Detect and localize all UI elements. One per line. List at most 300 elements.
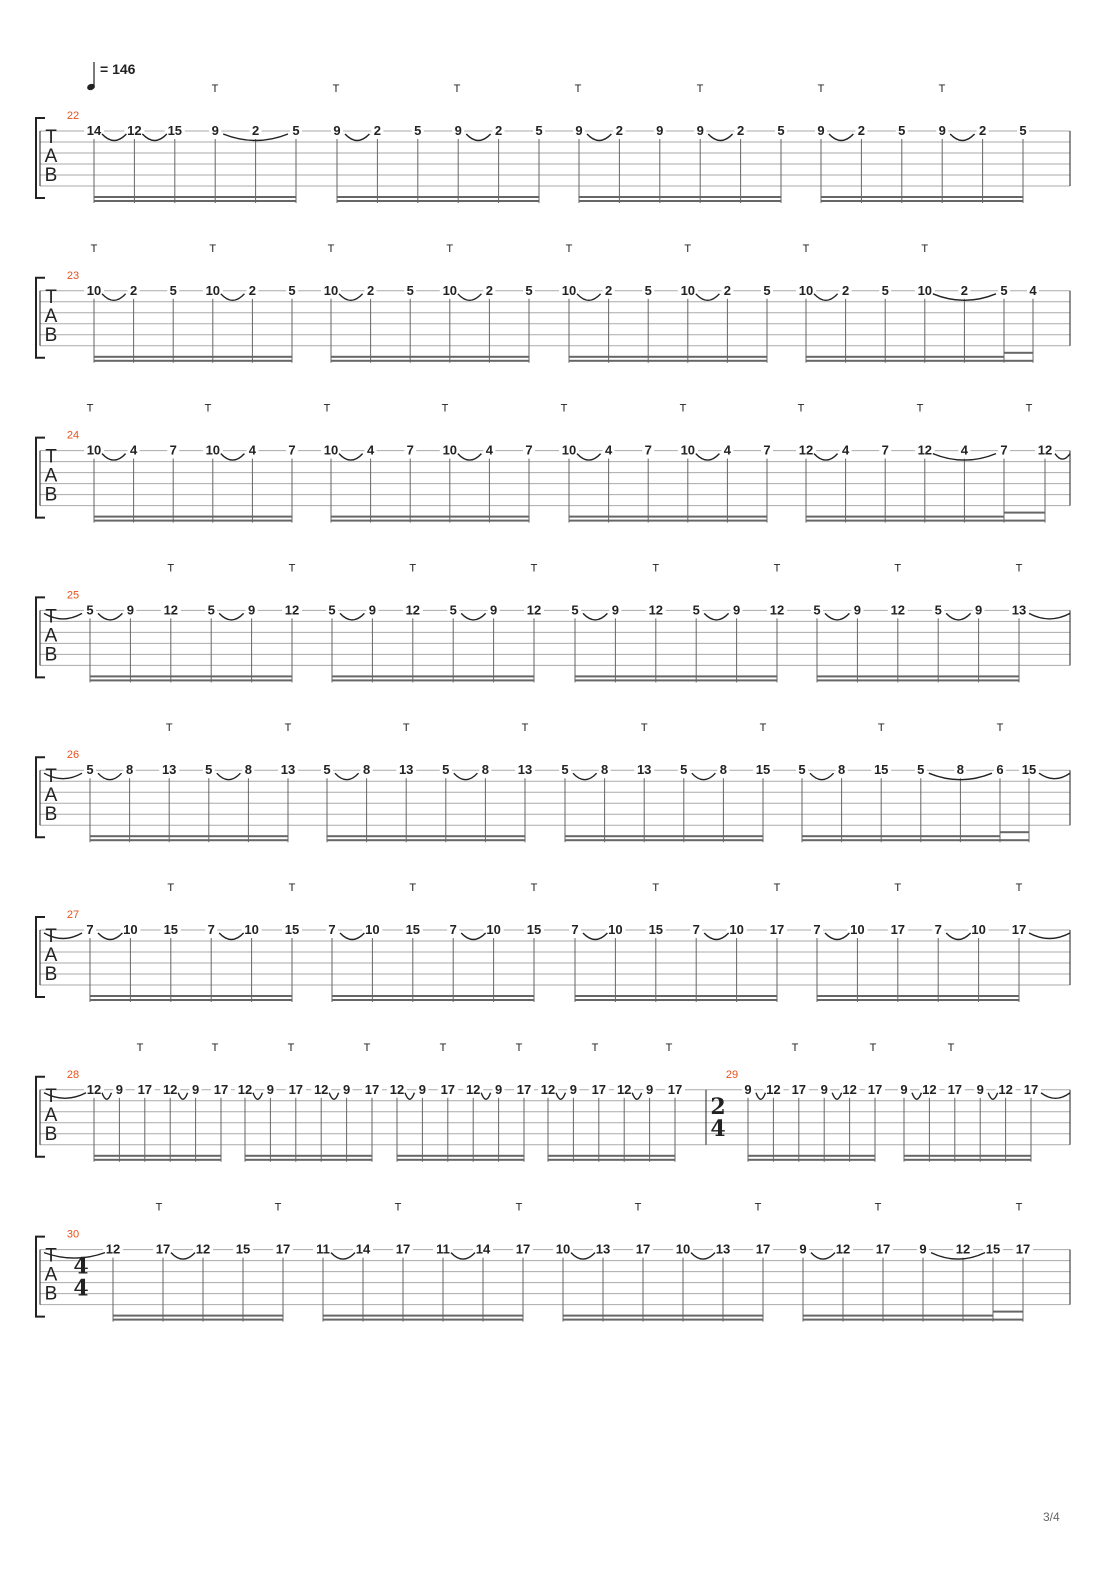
fret-number: 17 <box>1011 922 1027 937</box>
fret-number: 17 <box>947 1081 963 1097</box>
beam-secondary <box>94 1155 221 1157</box>
tap-marker: T <box>284 722 292 735</box>
fret-number: 17 <box>890 922 906 937</box>
beam-primary <box>569 360 767 362</box>
tab-clef-letter: B <box>44 1283 58 1305</box>
tie-arc <box>102 454 126 461</box>
fret-number: 12 <box>105 1241 121 1257</box>
fret-number: 7 <box>813 922 821 937</box>
beam-primary <box>327 839 525 841</box>
fret-number: 9 <box>569 1081 578 1097</box>
fret-number: 10 <box>86 442 102 458</box>
beam-primary <box>94 200 296 202</box>
tie-arc <box>814 454 838 461</box>
measure-number: 23 <box>66 269 80 282</box>
fret-number: 12 <box>890 602 906 618</box>
beam-primary <box>821 200 1023 202</box>
tap-marker: T <box>155 1201 163 1214</box>
fret-number: 12 <box>163 602 179 618</box>
tap-marker: T <box>1015 882 1023 894</box>
fret-number: 17 <box>364 1081 380 1097</box>
fret-number: 2 <box>373 123 382 138</box>
fret-number: 4 <box>366 442 375 458</box>
tap-marker: T <box>530 562 538 575</box>
tab-clef-letter: B <box>44 484 58 506</box>
fret-number: 2 <box>978 123 987 138</box>
beam-primary <box>337 200 539 202</box>
tie-arc <box>810 773 834 780</box>
fret-number: 5 <box>414 123 422 138</box>
fret-number: 15 <box>163 922 179 937</box>
tab-system <box>36 1042 1070 1162</box>
tap-marker: T <box>696 83 704 95</box>
fret-number: 5 <box>205 762 213 778</box>
fret-number: 2 <box>251 123 260 138</box>
tap-marker: T <box>327 242 335 255</box>
fret-number: 7 <box>571 922 579 937</box>
beam-secondary <box>548 1155 675 1157</box>
beam-secondary <box>327 835 525 837</box>
tab-clef-letter: B <box>44 165 58 186</box>
beam-primary <box>94 1159 221 1161</box>
beam-primary <box>332 999 534 1001</box>
fret-number: 10 <box>442 442 458 458</box>
tap-marker: T <box>211 83 219 95</box>
tab-clef-letter: B <box>44 1123 58 1145</box>
tap-marker: T <box>684 242 692 255</box>
fret-number: 2 <box>841 282 850 298</box>
tie-arc <box>692 773 716 780</box>
fret-number: 10 <box>561 442 577 458</box>
fret-number: 4 <box>485 442 494 458</box>
beam-secondary <box>331 356 529 358</box>
tie-arc <box>571 1253 595 1260</box>
tap-marker: T <box>574 83 582 95</box>
fret-number: 5 <box>323 762 331 778</box>
tie-arc <box>458 454 482 461</box>
tab-clef-letter: B <box>44 964 58 985</box>
fret-number: 2 <box>960 282 969 298</box>
fret-number: 17 <box>591 1081 607 1097</box>
tap-marker: T <box>515 1041 523 1054</box>
tap-marker: T <box>894 562 902 575</box>
tie-arc <box>221 294 245 301</box>
measure-number: 22 <box>66 110 80 122</box>
beam-primary <box>579 200 781 202</box>
beam-secondary <box>575 995 777 997</box>
tab-clef-letter: T <box>45 1245 57 1267</box>
beam-primary <box>904 1159 1031 1161</box>
tap-marker: T <box>797 402 805 415</box>
fret-number: 2 <box>723 282 732 298</box>
fret-number: 9 <box>126 602 135 618</box>
tap-marker: T <box>996 722 1004 735</box>
tab-clef-letter: A <box>44 1104 58 1126</box>
fret-number: 10 <box>555 1241 571 1257</box>
beam-tertiary <box>993 1311 1023 1313</box>
fret-number: 12 <box>835 1241 851 1257</box>
fret-number: 17 <box>155 1241 171 1257</box>
measure-number: 27 <box>66 909 80 921</box>
tie-arc <box>825 613 849 620</box>
fret-number: 9 <box>853 602 862 618</box>
fret-number: 5 <box>898 123 906 138</box>
tab-clef-letter: A <box>44 945 58 966</box>
beam-secondary <box>337 196 539 198</box>
fret-number: 10 <box>244 922 259 937</box>
tie-arc <box>340 613 364 620</box>
fret-number: 17 <box>867 1081 883 1097</box>
measure-number: 29 <box>725 1068 739 1081</box>
tap-marker: T <box>565 242 573 255</box>
fret-number: 12 <box>955 1241 971 1257</box>
tap-marker: T <box>167 562 175 575</box>
tie-arc <box>696 294 720 301</box>
fret-number: 15 <box>235 1241 251 1257</box>
fret-number: 5 <box>813 602 821 618</box>
fret-number: 10 <box>86 282 102 298</box>
beam-tertiary <box>1004 352 1033 354</box>
fret-number: 9 <box>191 1081 200 1097</box>
beam-primary <box>563 1319 763 1321</box>
fret-number: 17 <box>769 922 785 937</box>
beam-primary <box>565 839 763 841</box>
fret-number: 7 <box>169 442 177 458</box>
tap-marker: T <box>754 1201 762 1214</box>
fret-number: 7 <box>288 442 296 458</box>
fret-number: 7 <box>1000 442 1008 458</box>
fret-number: 15 <box>648 922 664 937</box>
beam-secondary <box>331 516 529 518</box>
fret-number: 2 <box>485 282 494 298</box>
fret-number: 5 <box>525 282 533 298</box>
fret-number: 17 <box>213 1081 229 1097</box>
fret-number: 12 <box>766 1081 781 1097</box>
fret-number: 15 <box>873 762 889 778</box>
fret-number: 12 <box>526 602 542 618</box>
fret-number: 9 <box>820 1081 828 1097</box>
tap-marker: T <box>439 1041 447 1054</box>
tab-system <box>36 1202 1070 1322</box>
fret-number: 10 <box>205 442 221 458</box>
tie-arc <box>696 454 720 461</box>
fret-number: 9 <box>211 123 219 138</box>
tab-clef-letter: A <box>44 305 58 327</box>
beam-secondary <box>323 1315 523 1317</box>
tap-marker: T <box>591 1041 599 1054</box>
tap-marker: T <box>791 1041 799 1054</box>
tap-marker: T <box>209 242 217 255</box>
fret-number: 5 <box>288 282 296 298</box>
tie-arc <box>102 294 126 301</box>
measure-number: 24 <box>66 429 80 442</box>
fret-number: 9 <box>799 1241 807 1257</box>
fret-number: 2 <box>129 282 138 298</box>
fret-number: 15 <box>167 123 183 138</box>
tie-arc <box>587 134 611 141</box>
tie-arc <box>98 613 122 620</box>
fret-number: 10 <box>205 282 221 298</box>
fret-number: 17 <box>875 1241 891 1257</box>
fret-number: 7 <box>763 442 771 458</box>
fret-number: 13 <box>715 1241 731 1257</box>
tie-arc <box>335 773 359 780</box>
beam-primary <box>397 1159 524 1161</box>
beam-primary <box>575 999 777 1001</box>
tab-system <box>36 562 1070 682</box>
fret-number: 5 <box>934 602 942 618</box>
fret-number: 12 <box>127 123 142 138</box>
fret-number: 2 <box>604 282 613 298</box>
fret-number: 10 <box>917 282 933 298</box>
fret-number: 7 <box>644 442 652 458</box>
tie-arc-out <box>1039 773 1070 779</box>
fret-number: 9 <box>489 602 498 618</box>
tie-arc <box>142 134 166 141</box>
tie-arc-out <box>1029 933 1070 939</box>
tie-arc <box>98 933 122 940</box>
fret-number: 12 <box>162 1081 178 1097</box>
beam-secondary <box>904 1155 1031 1157</box>
tap-marker: T <box>441 402 449 415</box>
fret-number: 17 <box>791 1081 807 1097</box>
tap-marker: T <box>640 722 648 735</box>
fret-number: 5 <box>1019 123 1027 138</box>
tap-marker: T <box>521 722 529 735</box>
fret-number: 4 <box>248 442 257 458</box>
tap-marker: T <box>167 882 175 894</box>
fret-number: 5 <box>644 282 652 298</box>
beam-secondary <box>817 995 1019 997</box>
beam-secondary <box>332 675 534 677</box>
tap-marker: T <box>921 242 929 255</box>
beam-secondary <box>113 1315 283 1317</box>
fret-number: 12 <box>798 442 814 458</box>
fret-number: 8 <box>837 762 846 778</box>
measure-number: 28 <box>66 1068 80 1081</box>
fret-number: 15 <box>755 762 771 778</box>
tap-marker: T <box>165 722 173 735</box>
fret-number: 9 <box>611 602 620 618</box>
fret-number: 8 <box>600 762 609 778</box>
fret-number: 9 <box>974 602 983 618</box>
fret-number: 9 <box>645 1081 654 1097</box>
beam-secondary <box>563 1315 763 1317</box>
fret-number: 17 <box>516 1081 532 1097</box>
fret-number: 13 <box>636 762 652 778</box>
fret-number: 10 <box>971 922 986 937</box>
fret-number: 10 <box>675 1241 691 1257</box>
beam-secondary <box>90 675 292 677</box>
tie-arc <box>829 134 853 141</box>
fret-number: 10 <box>123 922 138 937</box>
time-signature-top: 4 <box>73 1253 89 1280</box>
beam-tertiary <box>1004 512 1045 514</box>
beam-secondary <box>579 196 781 198</box>
tap-marker: T <box>204 402 212 415</box>
fret-number: 17 <box>395 1241 411 1257</box>
fret-number: 12 <box>998 1081 1013 1097</box>
fret-number: 8 <box>719 762 728 778</box>
fret-number: 10 <box>486 922 501 937</box>
beam-secondary <box>806 356 1004 358</box>
tap-marker: T <box>394 1201 402 1214</box>
beam-primary <box>817 679 1019 681</box>
tap-marker: T <box>274 1201 282 1214</box>
fret-number: 5 <box>535 123 543 138</box>
beam-secondary <box>802 835 1000 837</box>
tap-marker: T <box>288 562 296 575</box>
tab-clef-letter: T <box>45 606 57 628</box>
tap-marker: T <box>409 882 417 894</box>
tie-arc <box>577 294 601 301</box>
fret-number: 7 <box>692 922 700 937</box>
fret-number: 5 <box>917 762 925 778</box>
fret-number: 5 <box>798 762 806 778</box>
fret-number: 12 <box>465 1081 481 1097</box>
tap-marker: T <box>938 83 946 95</box>
fret-number: 15 <box>985 1241 1001 1257</box>
tie-arc <box>691 1253 715 1260</box>
tie-arc <box>708 134 732 141</box>
fret-number: 15 <box>405 922 421 937</box>
fret-number: 9 <box>454 123 462 138</box>
beam-secondary <box>94 516 292 518</box>
measure-number: 25 <box>66 589 80 602</box>
fret-number: 15 <box>284 922 300 937</box>
tap-marker: T <box>136 1041 144 1054</box>
fret-number: 12 <box>769 602 785 618</box>
beam-secondary <box>90 995 292 997</box>
tap-marker: T <box>530 882 538 894</box>
fret-number: 10 <box>798 282 814 298</box>
fret-number: 9 <box>494 1081 503 1097</box>
beam-secondary <box>575 675 777 677</box>
fret-number: 5 <box>406 282 414 298</box>
fret-number: 9 <box>938 123 946 138</box>
fret-number: 9 <box>656 123 664 138</box>
tap-marker: T <box>363 1041 371 1054</box>
fret-number: 8 <box>125 762 134 778</box>
beam-primary <box>575 679 777 681</box>
fret-number: 12 <box>648 602 664 618</box>
fret-number: 12 <box>86 1081 102 1097</box>
tie-arc <box>340 933 364 940</box>
tap-marker: T <box>287 1041 295 1054</box>
tap-marker: T <box>332 83 340 95</box>
fret-number: 12 <box>1037 442 1053 458</box>
time-signature-top: 2 <box>710 1093 726 1120</box>
tap-marker: T <box>773 882 781 894</box>
beam-primary <box>113 1319 283 1321</box>
tie-arc <box>825 933 849 940</box>
fret-number: 17 <box>1023 1081 1039 1097</box>
beam-primary <box>331 520 529 522</box>
beam-primary <box>90 839 288 841</box>
tie-arc <box>451 1253 475 1260</box>
fret-number: 5 <box>86 602 94 618</box>
tab-clef-letter: T <box>45 127 57 148</box>
beam-secondary <box>565 835 763 837</box>
fret-number: 10 <box>608 922 623 937</box>
fret-number: 10 <box>442 282 458 298</box>
tie-arc <box>946 933 970 940</box>
tie-arc <box>221 454 245 461</box>
fret-number: 9 <box>817 123 825 138</box>
fret-number: 9 <box>900 1081 908 1097</box>
fret-number: 13 <box>161 762 177 778</box>
fret-number: 6 <box>996 762 1004 778</box>
fret-number: 11 <box>316 1241 330 1257</box>
fret-number: 9 <box>115 1081 124 1097</box>
tie-arc-out <box>1055 454 1070 460</box>
beam-secondary <box>806 516 1004 518</box>
beam-primary <box>806 360 1033 362</box>
fret-number: 5 <box>777 123 785 138</box>
tap-marker: T <box>1015 562 1023 575</box>
fret-number: 8 <box>956 762 965 778</box>
fret-number: 13 <box>398 762 414 778</box>
fret-number: 14 <box>475 1241 491 1257</box>
fret-number: 5 <box>328 602 336 618</box>
beam-primary <box>331 360 529 362</box>
tie-arc <box>458 294 482 301</box>
fret-number: 14 <box>86 123 102 138</box>
fret-number: 4 <box>723 442 732 458</box>
beam-secondary <box>332 995 534 997</box>
tie-arc-out <box>1041 1093 1070 1099</box>
fret-number: 5 <box>763 282 771 298</box>
tie-arc <box>219 933 243 940</box>
tie-arc-out <box>1029 613 1070 619</box>
fret-number: 5 <box>680 762 688 778</box>
tap-marker: T <box>947 1041 955 1054</box>
tie-arc <box>461 613 485 620</box>
fret-number: 17 <box>515 1241 531 1257</box>
tap-marker: T <box>773 562 781 575</box>
fret-number: 9 <box>696 123 704 138</box>
fret-number: 17 <box>288 1081 304 1097</box>
tie-arc <box>466 134 490 141</box>
fret-number: 12 <box>917 442 933 458</box>
tab-clef-letter: B <box>44 324 58 346</box>
tap-marker: T <box>877 722 885 735</box>
fret-number: 8 <box>481 762 490 778</box>
fret-number: 2 <box>857 123 866 138</box>
tie-arc <box>454 773 478 780</box>
beam-secondary <box>817 675 1019 677</box>
beam-secondary <box>94 196 296 198</box>
fret-number: 13 <box>595 1241 611 1257</box>
tie-arc <box>811 1253 835 1260</box>
tie-arc <box>704 933 728 940</box>
beam-primary <box>332 679 534 681</box>
tab-clef-letter: A <box>44 785 58 807</box>
beam-tertiary <box>1000 831 1029 833</box>
tie-arc <box>339 294 363 301</box>
tap-marker: T <box>894 882 902 894</box>
tap-marker: T <box>86 402 94 415</box>
tab-system <box>36 722 1070 842</box>
beam-secondary <box>94 356 292 358</box>
tab-system <box>36 243 1070 363</box>
tab-system <box>36 83 1070 203</box>
fret-number: 10 <box>561 282 577 298</box>
fret-number: 10 <box>323 282 339 298</box>
beam-secondary <box>569 356 767 358</box>
fret-number: 7 <box>406 442 414 458</box>
tie-arc <box>583 613 607 620</box>
